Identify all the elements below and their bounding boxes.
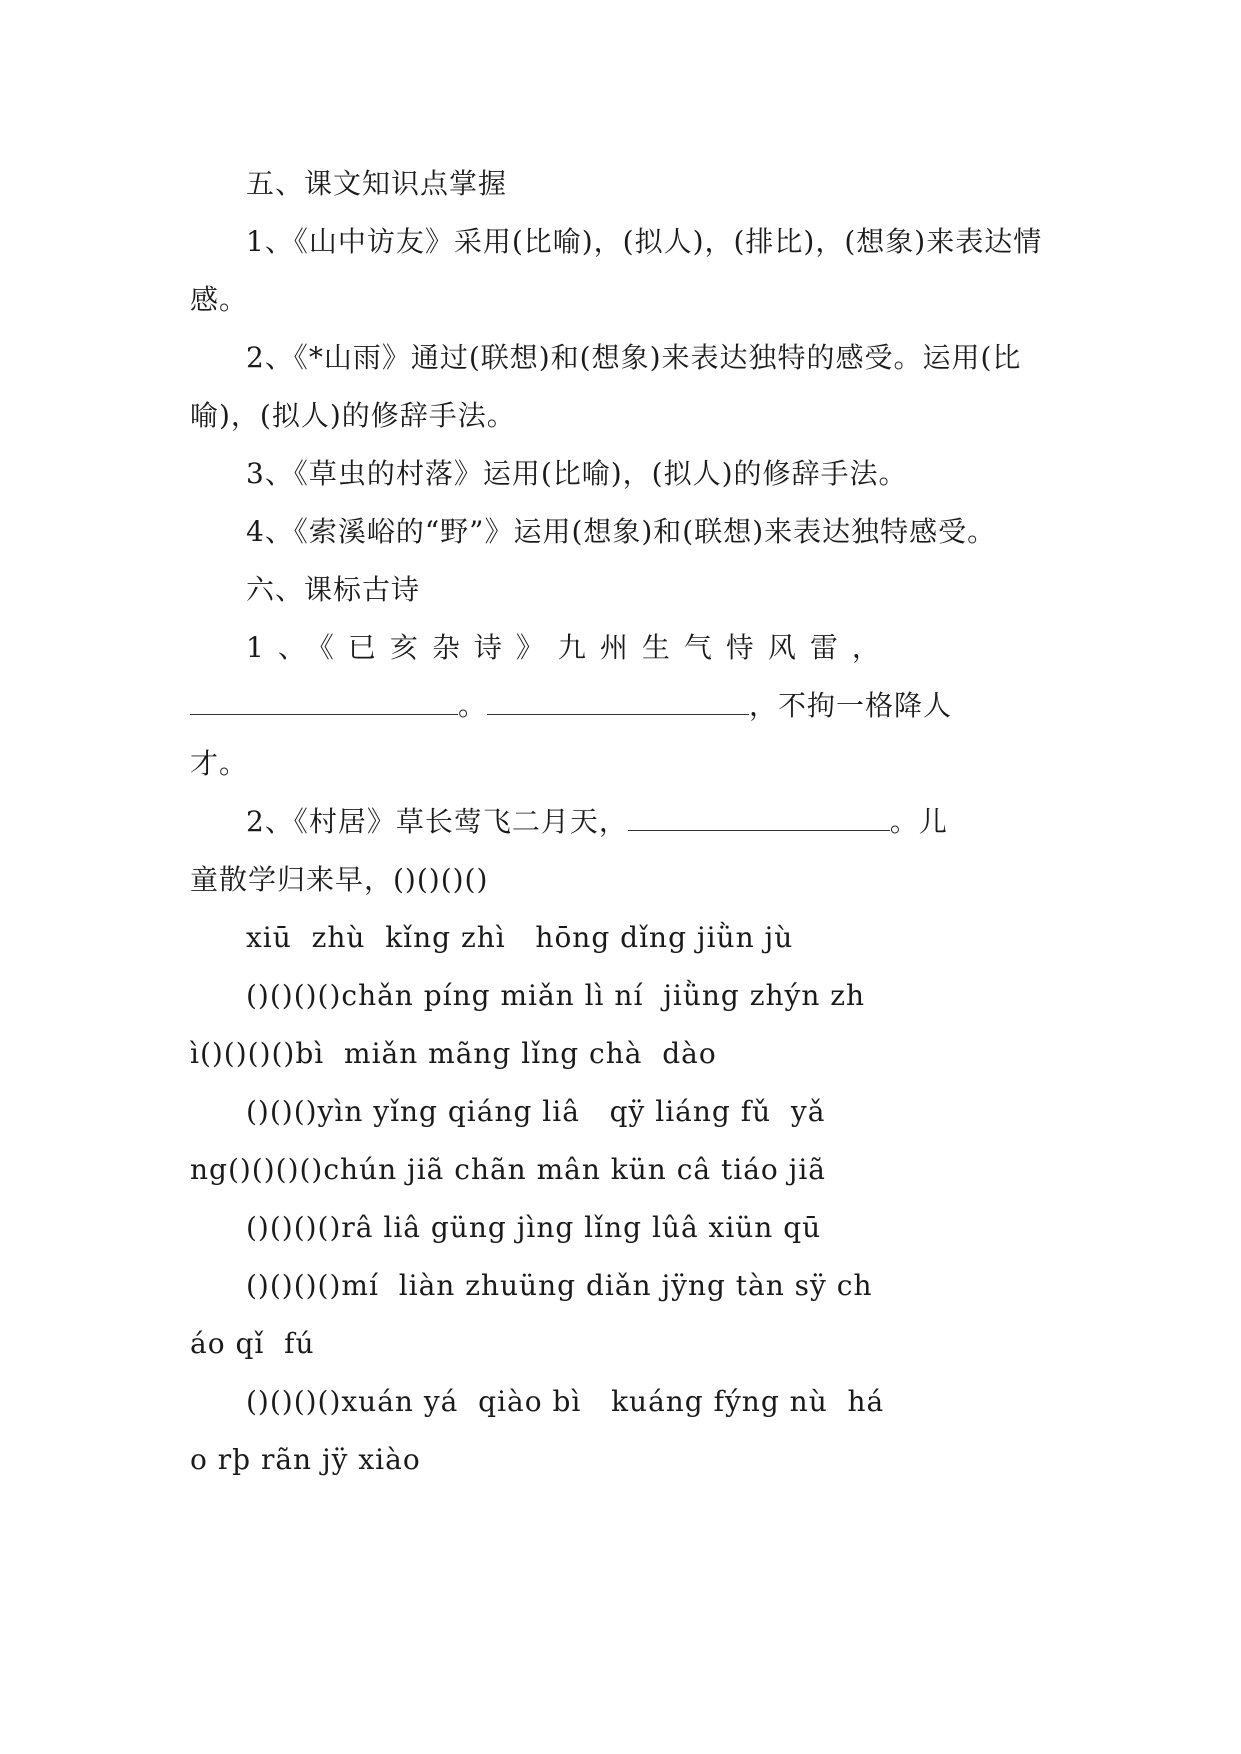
pinyin-line: ()()()()râ liâ güng jìng lǐng lûâ xiün qū xyxy=(246,1211,822,1244)
pinyin-line: ()()()()chǎn píng miǎn lì ní jiǜng zhýn zh xyxy=(246,979,866,1012)
section-5-item-3: 3、《草虫的村落》运用(比喻)，(拟人)的修辞手法。 xyxy=(246,457,908,490)
section-5-item-1: 1、《山中访友》采用(比喻)，(拟人)，(排比)，(想象)来表达情感。 xyxy=(190,225,1043,316)
poem-2-tail: 。儿 xyxy=(889,805,948,838)
poem-1-fill-line xyxy=(190,677,1070,735)
document-page xyxy=(190,155,1070,1489)
poem-1-first-line: 1、《已亥杂诗》九州生气恃风雷， xyxy=(246,631,894,664)
pinyin-line: ()()()()xuán yá qiào bì kuáng fýng nù há xyxy=(246,1385,885,1418)
poem-1-mid-punct: 。 xyxy=(458,689,488,722)
pinyin-line: o rþ rãn jÿ xiào xyxy=(190,1443,421,1476)
poem-1-end: 才。 xyxy=(190,747,249,780)
fill-blank-1[interactable] xyxy=(190,684,458,715)
fill-blank-3[interactable] xyxy=(628,800,890,831)
fill-blank-2[interactable] xyxy=(487,684,749,715)
section-5-item-4: 4、《索溪峪的“野”》运用(想象)和(联想)来表达独特感受。 xyxy=(246,515,997,548)
pinyin-line: ì()()()()bì miǎn mãng lǐng chà dào xyxy=(190,1037,717,1070)
pinyin-line: xiū zhù kǐng zhì hōng dǐng jiǜn jù xyxy=(246,921,794,954)
section-5-item-2: 2、《*山雨》通过(联想)和(想象)来表达独特的感受。运用(比喻)，(拟人)的修辞手法。 xyxy=(190,341,1022,432)
pinyin-line: ()()()yìn yǐng qiáng liâ qÿ liáng fǔ yǎ xyxy=(246,1095,826,1128)
section-5-heading: 五、课文知识点掌握 xyxy=(246,167,508,200)
section-6-heading: 六、课标古诗 xyxy=(246,573,421,606)
poem-2-second-line: 童散学归来早，()()()() xyxy=(190,863,489,896)
pinyin-exercise xyxy=(190,909,1070,1489)
poem-2-first-line xyxy=(190,793,1070,851)
pinyin-line: ng()()()()chún jiã chãn mân kün câ tiáo jiã xyxy=(190,1153,826,1186)
poem-2-head: 2、《村居》草长莺飞二月天， xyxy=(246,805,628,838)
pinyin-line: ()()()()mí liàn zhuüng diǎn jÿng tàn sÿ ch xyxy=(246,1269,873,1302)
pinyin-line: áo qǐ fú xyxy=(190,1327,315,1360)
poem-1-tail: ，不拘一格降人 xyxy=(749,689,953,722)
